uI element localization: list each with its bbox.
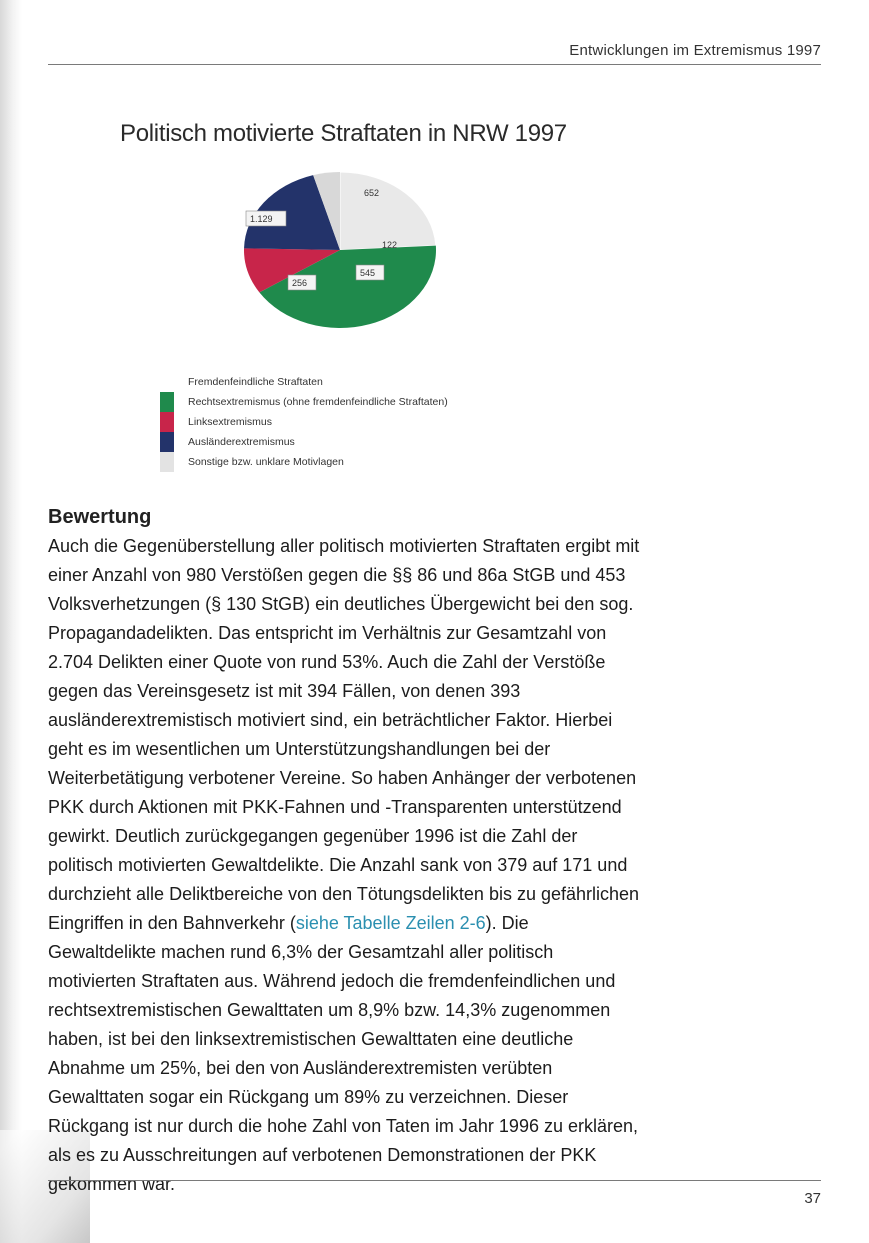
running-head: Entwicklungen im Extremismus 1997 (569, 42, 821, 59)
legend-item (160, 412, 580, 432)
legend-label: Sonstige bzw. unklare Motivlagen (188, 456, 344, 468)
pie-slice (340, 172, 436, 250)
svg-text:1.129: 1.129 (250, 214, 273, 224)
slice-data-label (246, 211, 286, 226)
legend-swatch (160, 452, 174, 472)
page-number: 37 (804, 1190, 821, 1207)
legend-swatch (160, 412, 174, 432)
legend-label: Rechtsextremismus (ohne fremdenfeindliche Straftaten) (188, 396, 448, 408)
slice-data-label (356, 265, 384, 280)
legend-label: Fremdenfeindliche Straftaten (188, 376, 323, 388)
header-rule (48, 64, 821, 65)
legend-item (160, 372, 580, 392)
legend-label: Ausländerextremismus (188, 436, 295, 448)
pie-chart (230, 168, 460, 348)
paragraph-text: ). Die Gewaltdelikte machen rund 6,3% der Gesamtzahl aller politisch motivierten Straftaten aus. Während jedoch die fremdenfeindlichen und rechtsextremistischen Gewalttaten um 8,9% bzw. 14,3% zugenommen haben, ist bei den linksextremistischen Gewalttaten eine deutliche Abnahme um 25%, bei den von Ausländerextremisten verübten Gewalttaten sogar ein Rückgang um 89% zu verzeichnen. Dieser Rückgang ist nur durch die hohe Zahl von Taten im Jahr 1996 zu erklären, als es zu Ausschreitungen auf verbotenen Demonstrationen der PKK gekommen war. (48, 913, 639, 1194)
section-heading: Bewertung (48, 506, 152, 528)
slice-data-label (382, 240, 397, 250)
svg-text:122: 122 (382, 240, 398, 250)
legend-swatch (160, 372, 174, 392)
book-spine-shadow (0, 0, 22, 1243)
legend-item (160, 392, 580, 412)
table-reference-link[interactable]: siehe Tabelle Zeilen 2-6 (295, 913, 486, 933)
svg-text:545: 545 (360, 268, 376, 278)
legend-label: Linksextremismus (188, 416, 273, 428)
legend-item (160, 452, 580, 472)
slice-data-label (288, 275, 316, 290)
slice-data-label (364, 188, 379, 198)
body-text (48, 532, 640, 1199)
svg-text:652: 652 (364, 188, 380, 198)
body-paragraph (48, 532, 640, 1199)
legend-swatch (160, 432, 174, 452)
chart-title: Politisch motivierte Straftaten in NRW 1997 (120, 120, 567, 147)
footer-rule (48, 1180, 821, 1181)
legend-item (160, 432, 580, 452)
legend-swatch (160, 392, 174, 412)
paragraph-text: Auch die Gegenüberstellung aller politisch motivierten Straftaten ergibt mit einer Anzahl von 980 Verstößen gegen die §§ 86 und 86a StGB und 453 Volksverhetzungen (§ 130 StGB) ein deutliches Übergewicht bei den sog. Propagandadelikten. Das entspricht im Verhältnis zur Gesamtzahl von 2.704 Delikten einer Quote von rund 53%. Auch die Zahl der Verstöße gegen das Vereinsgesetz ist mit 394 Fällen, von denen 393 ausländerextremistisch motiviert sind, ein beträchtlicher Faktor. Hierbei geht es im wesentlichen um Unterstützungshandlungen bei der Weiterbetätigung verbotener Vereine. So haben Anhänger der verbotenen PKK durch Aktionen mit PKK-Fahnen und -Transparenten unterstützend gewirkt. Deutlich zurückgegangen gegenüber 1996 ist die Zahl der politisch motivierten Gewaltdelikte. Die Anzahl sank von 379 auf 171 und durchzieht alle Deliktbereiche von den Tötungsdelikten bis zu gefährlichen Eingriffen in den Bahnverkehr ( (48, 536, 640, 933)
chart-legend (160, 372, 580, 472)
svg-text:256: 256 (292, 278, 308, 288)
